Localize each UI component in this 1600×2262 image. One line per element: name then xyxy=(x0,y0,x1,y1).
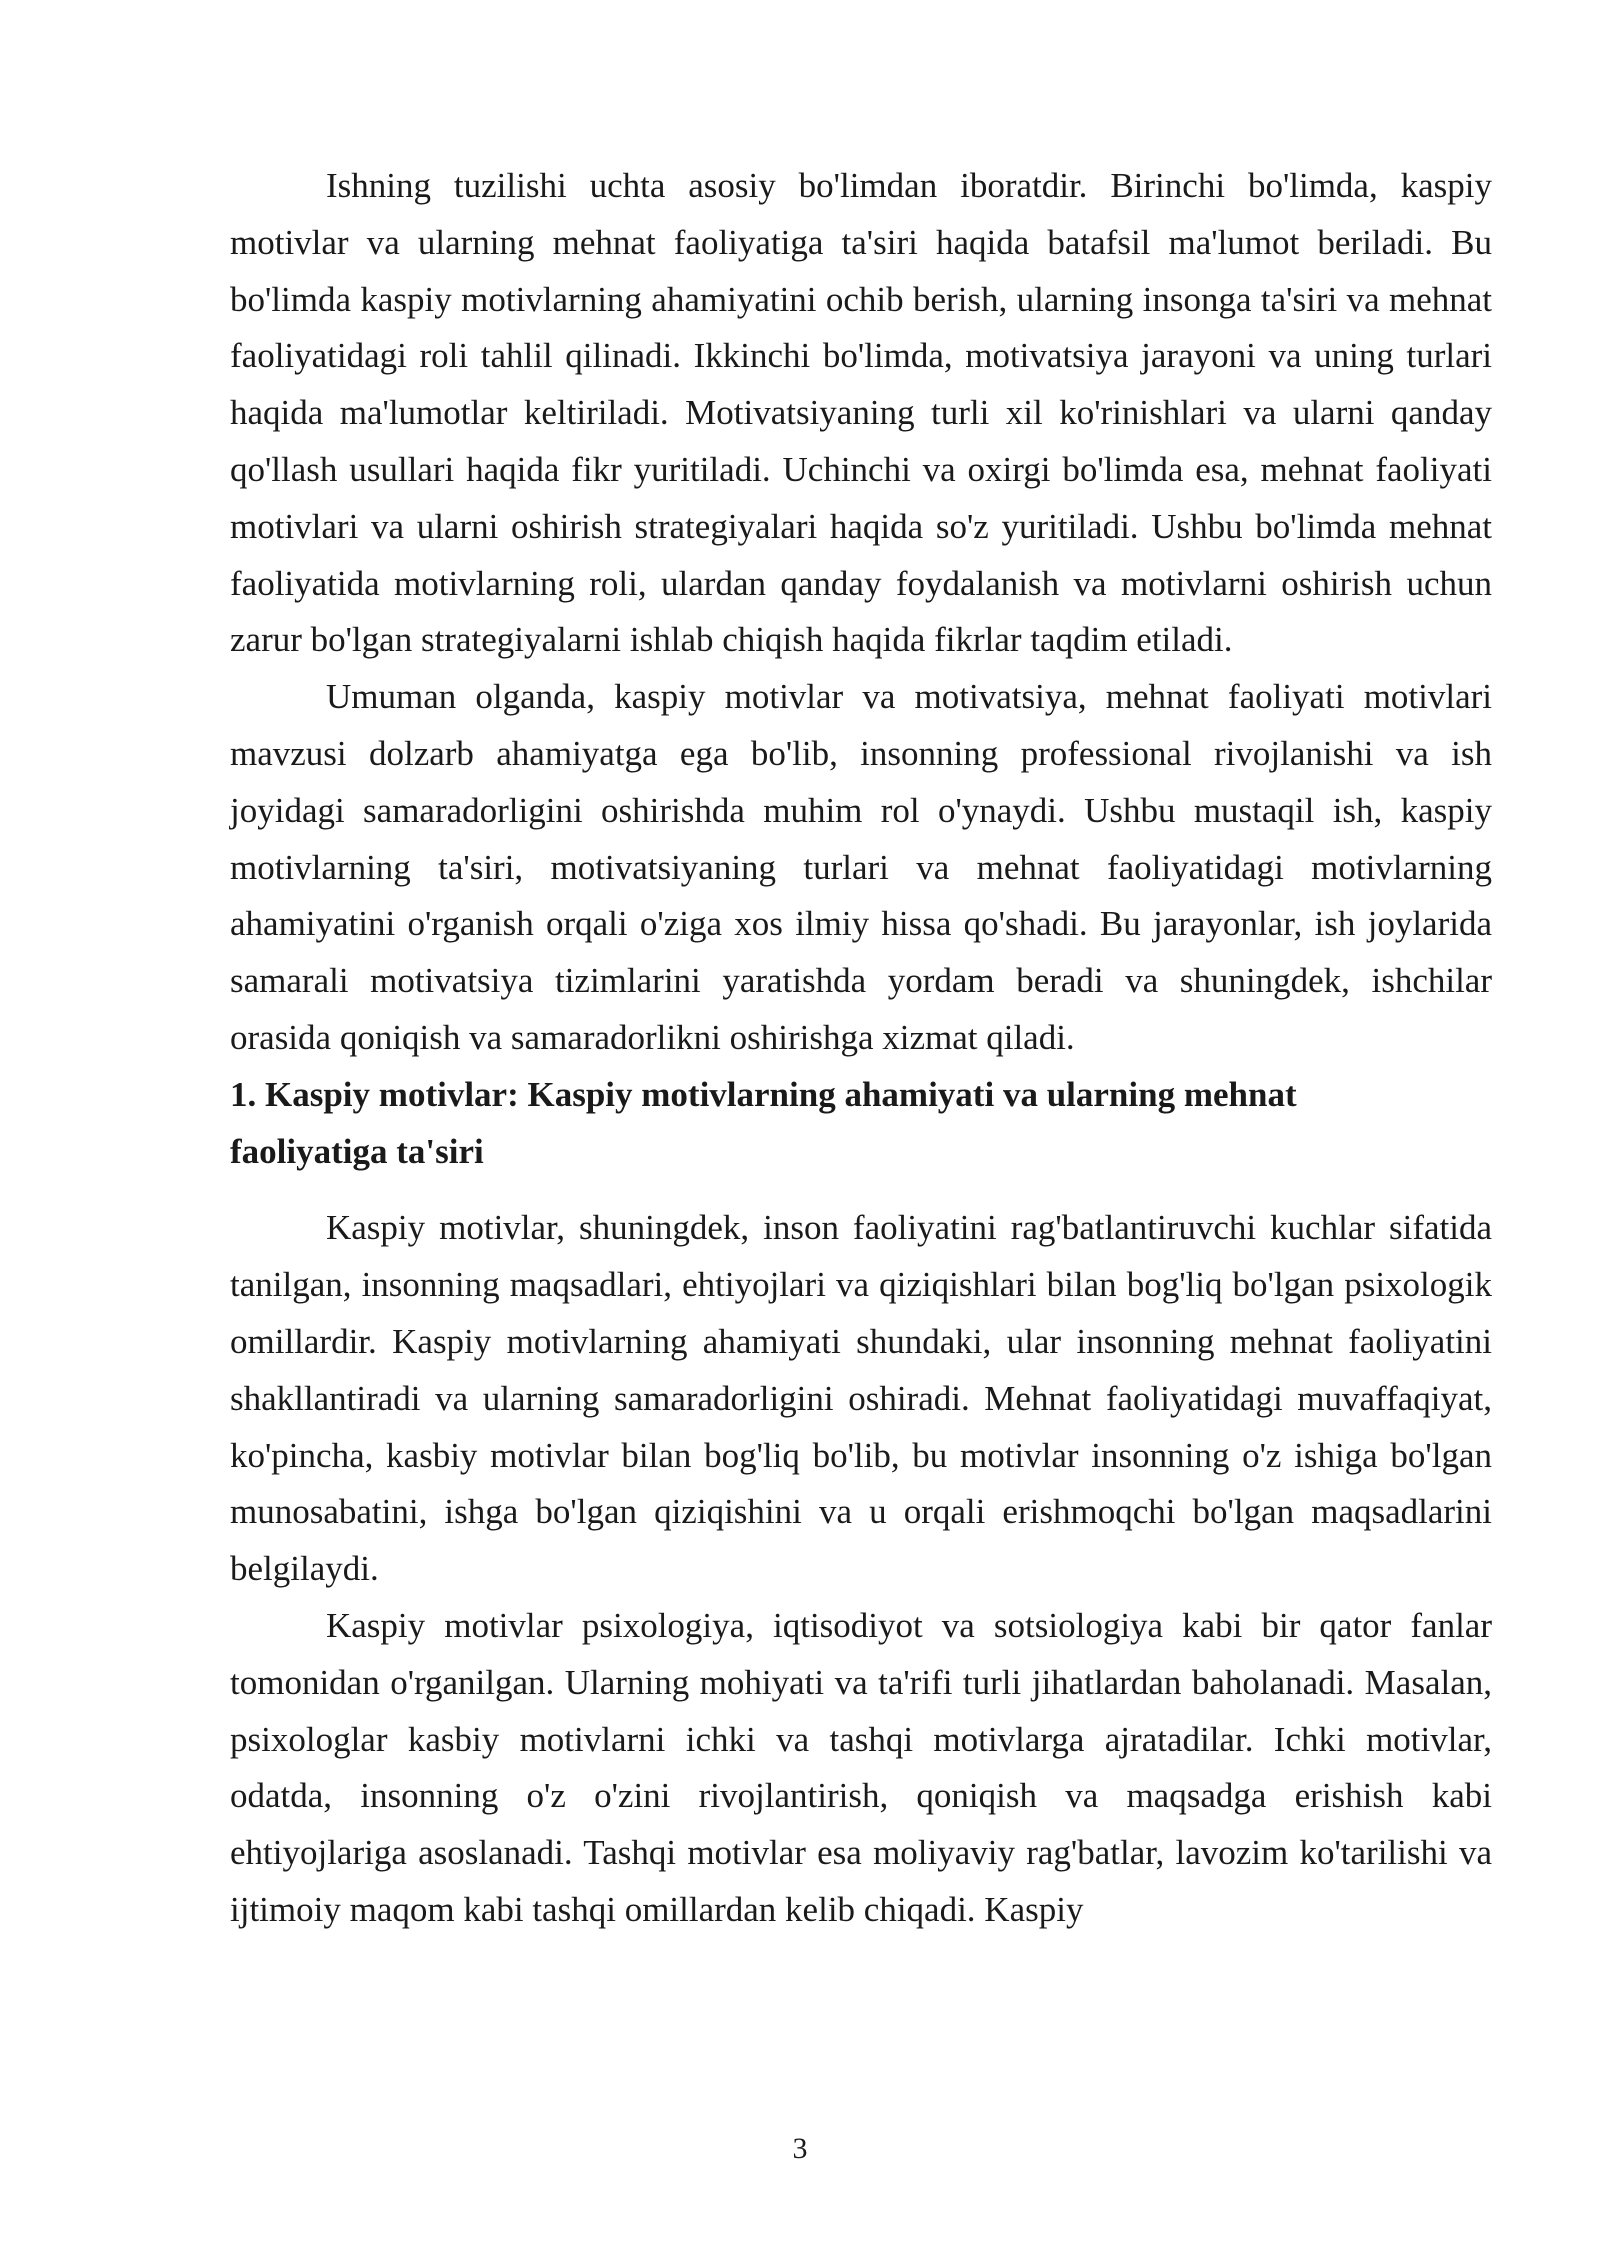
body-text xyxy=(230,158,1492,1939)
paragraph-definition: Kaspiy motivlar, shuningdek, inson faoliyatini rag'batlantiruvchi kuchlar sifatida tanilgan, insonning maqsadlari, ehtiyojlari va qiziqishlari bilan bog'liq bo'lgan psixologik omillardir. Kaspiy motivlarning ahamiyati shundaki, ular insonning mehnat faoliyatini shakllantiradi va ularning samaradorligini oshiradi. Mehnat faoliyatidagi muvaffaqiyat, ko'pincha, kasbiy motivlar bilan bog'liq bo'lib, bu motivlar insonning o'z ishiga bo'lgan munosabatini, ishga bo'lgan qiziqishini va u orqali erishmoqchi bo'lgan maqsadlarini belgilaydi. xyxy=(230,1208,1492,1589)
paragraph-structure: Ishning tuzilishi uchta asosiy bo'limdan iboratdir. Birinchi bo'limda, kaspiy motivlar va ularning mehnat faoliyatiga ta'siri haqida batafsil ma'lumot beriladi. Bu bo'limda kaspiy motivlarning ahamiyatini ochib berish, ularning insonga ta'siri va mehnat faoliyatidagi roli tahlil qilinadi. Ikkinchi bo'limda, motivatsiya jarayoni va uning turlari haqida ma'lumotlar keltiriladi. Motivatsiyaning turli xil ko'rinishlari va ularni qanday qo'llash usullari haqida fikr yuritiladi. Uchinchi va oxirgi bo'limda esa, mehnat faoliyati motivlari va ularni oshirish strategiyalari haqida so'z yuritiladi. Ushbu bo'limda mehnat faoliyatida motivlarning roli, ulardan qanday foydalanish va motivlarni oshirish uchun zarur bo'lgan strategiyalarni ishlab chiqish haqida fikrlar taqdim etiladi. xyxy=(230,166,1492,660)
paragraph-disciplines: Kaspiy motivlar psixologiya, iqtisodiyot va sotsiologiya kabi bir qator fanlar tomonidan o'rganilgan. Ularning mohiyati va ta'rifi turli jihatlardan baholanadi. Masalan, psixologlar kasbiy motivlarni ichki va tashqi motivlarga ajratadilar. Ichki motivlar, odatda, insonning o'z o'zini rivojlantirish, qoniqish va maqsadga erishish kabi ehtiyojlariga asoslanadi. Tashqi motivlar esa moliyaviy rag'batlar, lavozim ko'tarilishi va ijtimoiy maqom kabi tashqi omillardan kelib chiqadi. Kaspiy xyxy=(230,1605,1492,1929)
heading-spacer xyxy=(230,1180,1492,1200)
section-heading: 1. Kaspiy motivlar: Kaspiy motivlarning ahamiyati va ularning mehnat faoliyatiga ta'siri xyxy=(230,1074,1297,1171)
page-number: 3 xyxy=(792,2132,808,2165)
paragraph-summary: Umuman olganda, kaspiy motivlar va motivatsiya, mehnat faoliyati motivlari mavzusi dolzarb ahamiyatga ega bo'lib, insonning professional rivojlanishi va ish joyidagi samaradorligini oshirishda muhim rol o'ynaydi. Ushbu mustaqil ish, kaspiy motivlarning ta'siri, motivatsiyaning turlari va mehnat faoliyatidagi motivlarning ahamiyatini o'rganish orqali o'ziga xos ilmiy hissa qo'shadi. Bu jarayonlar, ish joylarida samarali motivatsiya tizimlarini yaratishda yordam beradi va shuningdek, ishchilar orasida qoniqish va samaradorlikni oshirishga xizmat qiladi. xyxy=(230,677,1492,1057)
